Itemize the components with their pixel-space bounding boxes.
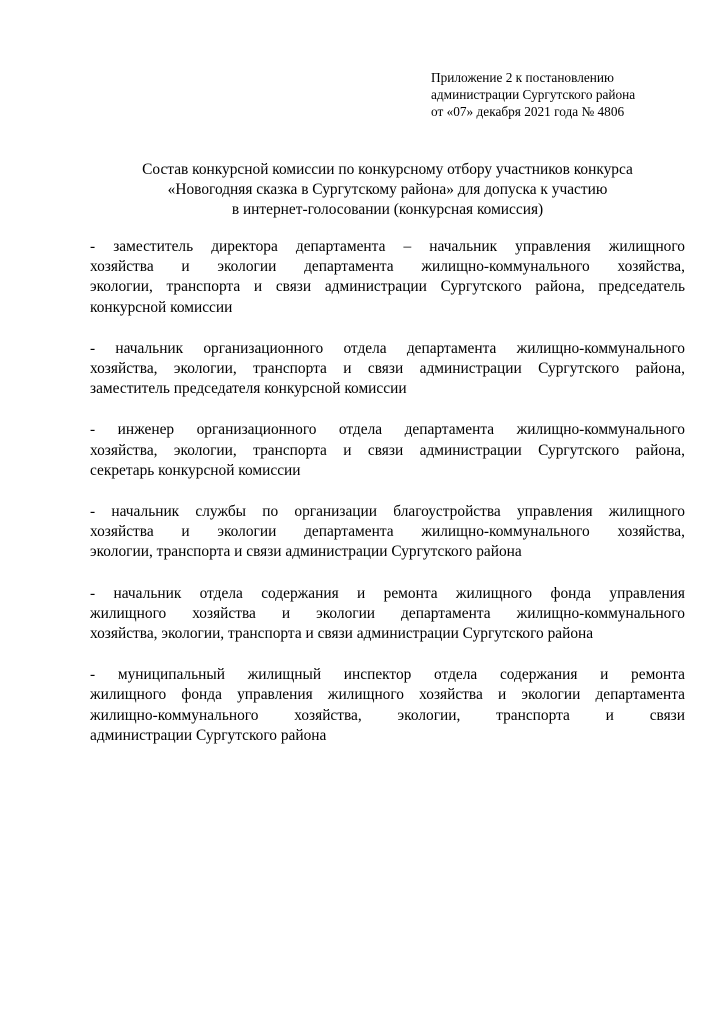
- commission-member: [90, 665, 685, 746]
- title-line: Состав конкурсной комиссии по конкурсному отбору участников конкурса: [142, 161, 633, 178]
- appendix-line: Приложение 2 к постановлению: [431, 70, 614, 85]
- member-line: экологии, транспорта и связи администрации Сургутского района: [90, 543, 522, 561]
- member-line: хозяйства, экологии, транспорта и связи администрации Сургутского района,: [90, 360, 685, 378]
- member-line: жилищного фонда управления жилищного хозяйства и экологии департамента: [90, 686, 685, 704]
- commission-member: [90, 237, 685, 318]
- member-line: секретарь конкурсной комиссии: [90, 461, 301, 479]
- member-line: администрации Сургутского района: [90, 726, 327, 744]
- document-title: [90, 160, 685, 220]
- member-line: хозяйства и экологии департамента жилищно-коммунального хозяйства,: [90, 258, 685, 276]
- member-line: - инженер организационного отдела департамента жилищно-коммунального: [90, 421, 685, 439]
- member-line: - начальник организационного отдела департамента жилищно-коммунального: [90, 339, 685, 357]
- member-line: заместитель председателя конкурсной комиссии: [90, 380, 407, 398]
- title-line: в интернет-голосовании (конкурсная комиссия): [231, 201, 544, 218]
- appendix-line: от «07» декабря 2021 года № 4806: [431, 104, 625, 119]
- commission-members-list: [90, 237, 685, 767]
- commission-member: [90, 339, 685, 400]
- commission-member: [90, 420, 685, 481]
- member-line: - заместитель директора департамента – начальник управления жилищного: [90, 238, 685, 255]
- commission-member: [90, 584, 685, 645]
- member-line: хозяйства, экологии, транспорта и связи администрации Сургутского района: [90, 625, 594, 643]
- member-line: жилищного хозяйства и экологии департамента жилищно-коммунального: [90, 604, 685, 622]
- member-line: - начальник отдела содержания и ремонта жилищного фонда управления: [90, 584, 685, 602]
- member-line: хозяйства, экологии, транспорта и связи администрации Сургутского района,: [90, 441, 685, 459]
- member-line: хозяйства и экологии департамента жилищно-коммунального хозяйства,: [90, 523, 685, 541]
- appendix-reference: [431, 69, 691, 120]
- commission-member: [90, 502, 685, 563]
- member-line: - начальник службы по организации благоустройства управления жилищного: [90, 503, 685, 521]
- member-line: жилищно-коммунального хозяйства, экологии, транспорта и связи: [90, 706, 685, 724]
- appendix-line: администрации Сургутского района: [431, 87, 636, 102]
- member-line: конкурсной комиссии: [90, 298, 233, 316]
- member-line: экологии, транспорта и связи администрации Сургутского района, председатель: [90, 278, 685, 296]
- title-line: «Новогодняя сказка в Сургутскому района» для допуска к участию: [167, 181, 608, 198]
- member-line: - муниципальный жилищный инспектор отдела содержания и ремонта: [90, 666, 685, 684]
